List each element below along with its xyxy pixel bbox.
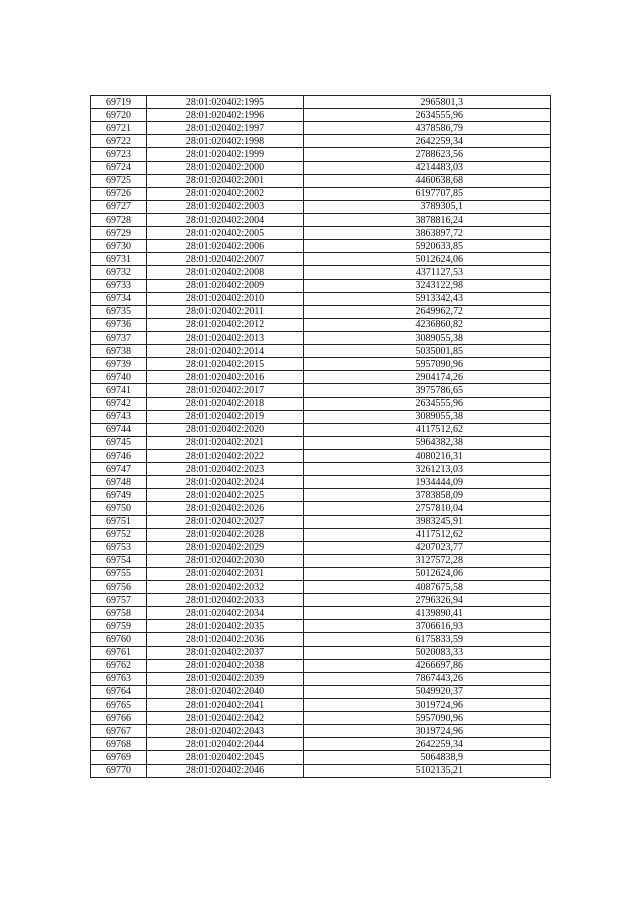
cadastral-value-cell: 6175833,59 [304, 633, 551, 646]
cadastral-number-cell: 28:01:020402:2022 [147, 449, 304, 462]
row-id-cell: 69734 [91, 292, 147, 305]
table-row [91, 476, 551, 489]
table-row [91, 449, 551, 462]
table-row [91, 738, 551, 751]
cadastral-value-cell: 5920633,85 [304, 240, 551, 253]
cadastral-value-cell: 3983245,91 [304, 515, 551, 528]
cadastral-value-cell: 2788623,56 [304, 148, 551, 161]
cadastral-value-cell: 2634555,96 [304, 397, 551, 410]
row-id-cell: 69768 [91, 738, 147, 751]
cadastral-value-cell: 5020083,33 [304, 646, 551, 659]
row-id-cell: 69728 [91, 213, 147, 226]
row-id-cell: 69762 [91, 659, 147, 672]
table-row [91, 96, 551, 109]
row-id-cell: 69764 [91, 685, 147, 698]
table-row [91, 318, 551, 331]
table-row [91, 279, 551, 292]
table-row [91, 646, 551, 659]
cadastral-value-cell: 3789305,1 [304, 200, 551, 213]
row-id-cell: 69723 [91, 148, 147, 161]
table-row [91, 594, 551, 607]
cadastral-number-cell: 28:01:020402:2029 [147, 541, 304, 554]
table-row [91, 174, 551, 187]
cadastral-value-cell: 3863897,72 [304, 227, 551, 240]
cadastral-value-cell: 4378586,79 [304, 122, 551, 135]
row-id-cell: 69770 [91, 764, 147, 777]
cadastral-number-cell: 28:01:020402:2021 [147, 436, 304, 449]
row-id-cell: 69729 [91, 227, 147, 240]
row-id-cell: 69736 [91, 318, 147, 331]
table-row [91, 371, 551, 384]
row-id-cell: 69767 [91, 725, 147, 738]
cadastral-value-cell: 3261213,03 [304, 463, 551, 476]
table-row [91, 200, 551, 213]
cadastral-number-cell: 28:01:020402:2017 [147, 384, 304, 397]
cadastral-value-cell: 5012624,06 [304, 567, 551, 580]
cadastral-number-cell: 28:01:020402:2018 [147, 397, 304, 410]
row-id-cell: 69727 [91, 200, 147, 213]
cadastral-value-cell: 3089055,38 [304, 331, 551, 344]
table-row [91, 213, 551, 226]
row-id-cell: 69725 [91, 174, 147, 187]
cadastral-value-cell: 4080216,31 [304, 449, 551, 462]
table-row [91, 659, 551, 672]
cadastral-value-cell: 3019724,96 [304, 725, 551, 738]
table-row [91, 554, 551, 567]
cadastral-number-cell: 28:01:020402:2031 [147, 567, 304, 580]
table-row [91, 567, 551, 580]
table-row [91, 331, 551, 344]
table-row [91, 135, 551, 148]
table-row [91, 397, 551, 410]
cadastral-number-cell: 28:01:020402:2009 [147, 279, 304, 292]
table-row [91, 489, 551, 502]
table-row [91, 541, 551, 554]
cadastral-value-cell: 5064838,9 [304, 751, 551, 764]
cadastral-value-cell: 4087675,58 [304, 581, 551, 594]
row-id-cell: 69721 [91, 122, 147, 135]
table-row [91, 685, 551, 698]
cadastral-value-cell: 3878816,24 [304, 213, 551, 226]
cadastral-number-cell: 28:01:020402:2014 [147, 345, 304, 358]
cadastral-value-cell: 2649962,72 [304, 305, 551, 318]
row-id-cell: 69753 [91, 541, 147, 554]
table-row [91, 423, 551, 436]
row-id-cell: 69761 [91, 646, 147, 659]
cadastral-number-cell: 28:01:020402:1998 [147, 135, 304, 148]
row-id-cell: 69745 [91, 436, 147, 449]
cadastral-value-cell: 5102135,21 [304, 764, 551, 777]
row-id-cell: 69751 [91, 515, 147, 528]
row-id-cell: 69755 [91, 567, 147, 580]
table-row [91, 463, 551, 476]
cadastral-number-cell: 28:01:020402:2026 [147, 502, 304, 515]
row-id-cell: 69769 [91, 751, 147, 764]
table-row [91, 187, 551, 200]
cadastral-number-cell: 28:01:020402:1996 [147, 109, 304, 122]
row-id-cell: 69748 [91, 476, 147, 489]
cadastral-value-table [90, 95, 551, 778]
table-row [91, 292, 551, 305]
cadastral-value-cell: 5012624,06 [304, 253, 551, 266]
cadastral-number-cell: 28:01:020402:2036 [147, 633, 304, 646]
cadastral-value-cell: 3975786,65 [304, 384, 551, 397]
table-row [91, 528, 551, 541]
cadastral-number-cell: 28:01:020402:2013 [147, 331, 304, 344]
cadastral-value-cell: 1934444,09 [304, 476, 551, 489]
cadastral-value-cell: 3706616,93 [304, 620, 551, 633]
cadastral-number-cell: 28:01:020402:2011 [147, 305, 304, 318]
row-id-cell: 69765 [91, 699, 147, 712]
table-row [91, 345, 551, 358]
row-id-cell: 69743 [91, 410, 147, 423]
table-row [91, 410, 551, 423]
table-row [91, 515, 551, 528]
cadastral-number-cell: 28:01:020402:2045 [147, 751, 304, 764]
table-row [91, 620, 551, 633]
cadastral-number-cell: 28:01:020402:1997 [147, 122, 304, 135]
cadastral-number-cell: 28:01:020402:2004 [147, 213, 304, 226]
table-row [91, 161, 551, 174]
row-id-cell: 69759 [91, 620, 147, 633]
table-row [91, 607, 551, 620]
cadastral-number-cell: 28:01:020402:2033 [147, 594, 304, 607]
cadastral-number-cell: 28:01:020402:2030 [147, 554, 304, 567]
cadastral-number-cell: 28:01:020402:2002 [147, 187, 304, 200]
cadastral-value-cell: 3019724,96 [304, 699, 551, 712]
cadastral-number-cell: 28:01:020402:2012 [147, 318, 304, 331]
row-id-cell: 69726 [91, 187, 147, 200]
row-id-cell: 69758 [91, 607, 147, 620]
cadastral-value-cell: 2757810,04 [304, 502, 551, 515]
table-row [91, 358, 551, 371]
cadastral-value-cell: 4371127,53 [304, 266, 551, 279]
cadastral-number-cell: 28:01:020402:2046 [147, 764, 304, 777]
cadastral-number-cell: 28:01:020402:2037 [147, 646, 304, 659]
cadastral-number-cell: 28:01:020402:2038 [147, 659, 304, 672]
cadastral-number-cell: 28:01:020402:2003 [147, 200, 304, 213]
table-row [91, 109, 551, 122]
cadastral-value-cell: 3243122,98 [304, 279, 551, 292]
table-row [91, 751, 551, 764]
table-row [91, 725, 551, 738]
cadastral-number-cell: 28:01:020402:2025 [147, 489, 304, 502]
cadastral-value-cell: 5049920,37 [304, 685, 551, 698]
row-id-cell: 69747 [91, 463, 147, 476]
row-id-cell: 69766 [91, 712, 147, 725]
cadastral-number-cell: 28:01:020402:2034 [147, 607, 304, 620]
cadastral-value-cell: 2634555,96 [304, 109, 551, 122]
cadastral-number-cell: 28:01:020402:2005 [147, 227, 304, 240]
row-id-cell: 69737 [91, 331, 147, 344]
row-id-cell: 69733 [91, 279, 147, 292]
cadastral-value-cell: 5957090,96 [304, 712, 551, 725]
table-row [91, 699, 551, 712]
table-row [91, 227, 551, 240]
cadastral-number-cell: 28:01:020402:2040 [147, 685, 304, 698]
row-id-cell: 69756 [91, 581, 147, 594]
table-row [91, 240, 551, 253]
table-row [91, 633, 551, 646]
cadastral-value-cell: 7867443,26 [304, 672, 551, 685]
row-id-cell: 69749 [91, 489, 147, 502]
cadastral-number-cell: 28:01:020402:1995 [147, 96, 304, 109]
cadastral-number-cell: 28:01:020402:2039 [147, 672, 304, 685]
cadastral-number-cell: 28:01:020402:2035 [147, 620, 304, 633]
row-id-cell: 69740 [91, 371, 147, 384]
row-id-cell: 69730 [91, 240, 147, 253]
row-id-cell: 69732 [91, 266, 147, 279]
cadastral-number-cell: 28:01:020402:2023 [147, 463, 304, 476]
row-id-cell: 69757 [91, 594, 147, 607]
row-id-cell: 69741 [91, 384, 147, 397]
cadastral-number-cell: 28:01:020402:2043 [147, 725, 304, 738]
cadastral-number-cell: 28:01:020402:2019 [147, 410, 304, 423]
cadastral-value-cell: 3783858,09 [304, 489, 551, 502]
cadastral-value-cell: 3127572,28 [304, 554, 551, 567]
row-id-cell: 69744 [91, 423, 147, 436]
cadastral-value-cell: 4266697,86 [304, 659, 551, 672]
cadastral-number-cell: 28:01:020402:2008 [147, 266, 304, 279]
row-id-cell: 69763 [91, 672, 147, 685]
cadastral-number-cell: 28:01:020402:1999 [147, 148, 304, 161]
row-id-cell: 69720 [91, 109, 147, 122]
row-id-cell: 69754 [91, 554, 147, 567]
cadastral-number-cell: 28:01:020402:2044 [147, 738, 304, 751]
cadastral-value-cell: 5913342,43 [304, 292, 551, 305]
row-id-cell: 69739 [91, 358, 147, 371]
table-body [91, 96, 551, 778]
cadastral-value-cell: 2796326,94 [304, 594, 551, 607]
cadastral-value-cell: 2642259,34 [304, 738, 551, 751]
cadastral-value-cell: 4117512,62 [304, 423, 551, 436]
cadastral-value-cell: 3089055,38 [304, 410, 551, 423]
table-row [91, 581, 551, 594]
cadastral-number-cell: 28:01:020402:2010 [147, 292, 304, 305]
cadastral-number-cell: 28:01:020402:2006 [147, 240, 304, 253]
cadastral-value-cell: 5957090,96 [304, 358, 551, 371]
cadastral-value-cell: 5964382,38 [304, 436, 551, 449]
table-row [91, 266, 551, 279]
cadastral-value-cell: 4139890,41 [304, 607, 551, 620]
table-row [91, 672, 551, 685]
cadastral-value-cell: 6197707,85 [304, 187, 551, 200]
cadastral-number-cell: 28:01:020402:2027 [147, 515, 304, 528]
cadastral-number-cell: 28:01:020402:2020 [147, 423, 304, 436]
cadastral-value-cell: 2642259,34 [304, 135, 551, 148]
table-row [91, 384, 551, 397]
table-row [91, 764, 551, 777]
row-id-cell: 69742 [91, 397, 147, 410]
row-id-cell: 69750 [91, 502, 147, 515]
table-row [91, 253, 551, 266]
row-id-cell: 69731 [91, 253, 147, 266]
table-row [91, 502, 551, 515]
row-id-cell: 69722 [91, 135, 147, 148]
table-row [91, 305, 551, 318]
cadastral-number-cell: 28:01:020402:2041 [147, 699, 304, 712]
cadastral-value-cell: 4207023,77 [304, 541, 551, 554]
row-id-cell: 69735 [91, 305, 147, 318]
cadastral-value-cell: 4117512,62 [304, 528, 551, 541]
row-id-cell: 69724 [91, 161, 147, 174]
cadastral-value-cell: 4214483,03 [304, 161, 551, 174]
cadastral-number-cell: 28:01:020402:2007 [147, 253, 304, 266]
cadastral-number-cell: 28:01:020402:2016 [147, 371, 304, 384]
cadastral-number-cell: 28:01:020402:2042 [147, 712, 304, 725]
table-row [91, 712, 551, 725]
row-id-cell: 69752 [91, 528, 147, 541]
cadastral-value-cell: 2904174,26 [304, 371, 551, 384]
row-id-cell: 69746 [91, 449, 147, 462]
table-row [91, 148, 551, 161]
cadastral-number-cell: 28:01:020402:2001 [147, 174, 304, 187]
cadastral-value-cell: 4460638,68 [304, 174, 551, 187]
cadastral-number-cell: 28:01:020402:2024 [147, 476, 304, 489]
cadastral-number-cell: 28:01:020402:2000 [147, 161, 304, 174]
cadastral-number-cell: 28:01:020402:2028 [147, 528, 304, 541]
table-row [91, 122, 551, 135]
cadastral-number-cell: 28:01:020402:2015 [147, 358, 304, 371]
cadastral-number-cell: 28:01:020402:2032 [147, 581, 304, 594]
cadastral-value-cell: 2965801,3 [304, 96, 551, 109]
cadastral-value-cell: 5035001,85 [304, 345, 551, 358]
row-id-cell: 69738 [91, 345, 147, 358]
cadastral-value-cell: 4236860,82 [304, 318, 551, 331]
table-row [91, 436, 551, 449]
row-id-cell: 69760 [91, 633, 147, 646]
row-id-cell: 69719 [91, 96, 147, 109]
